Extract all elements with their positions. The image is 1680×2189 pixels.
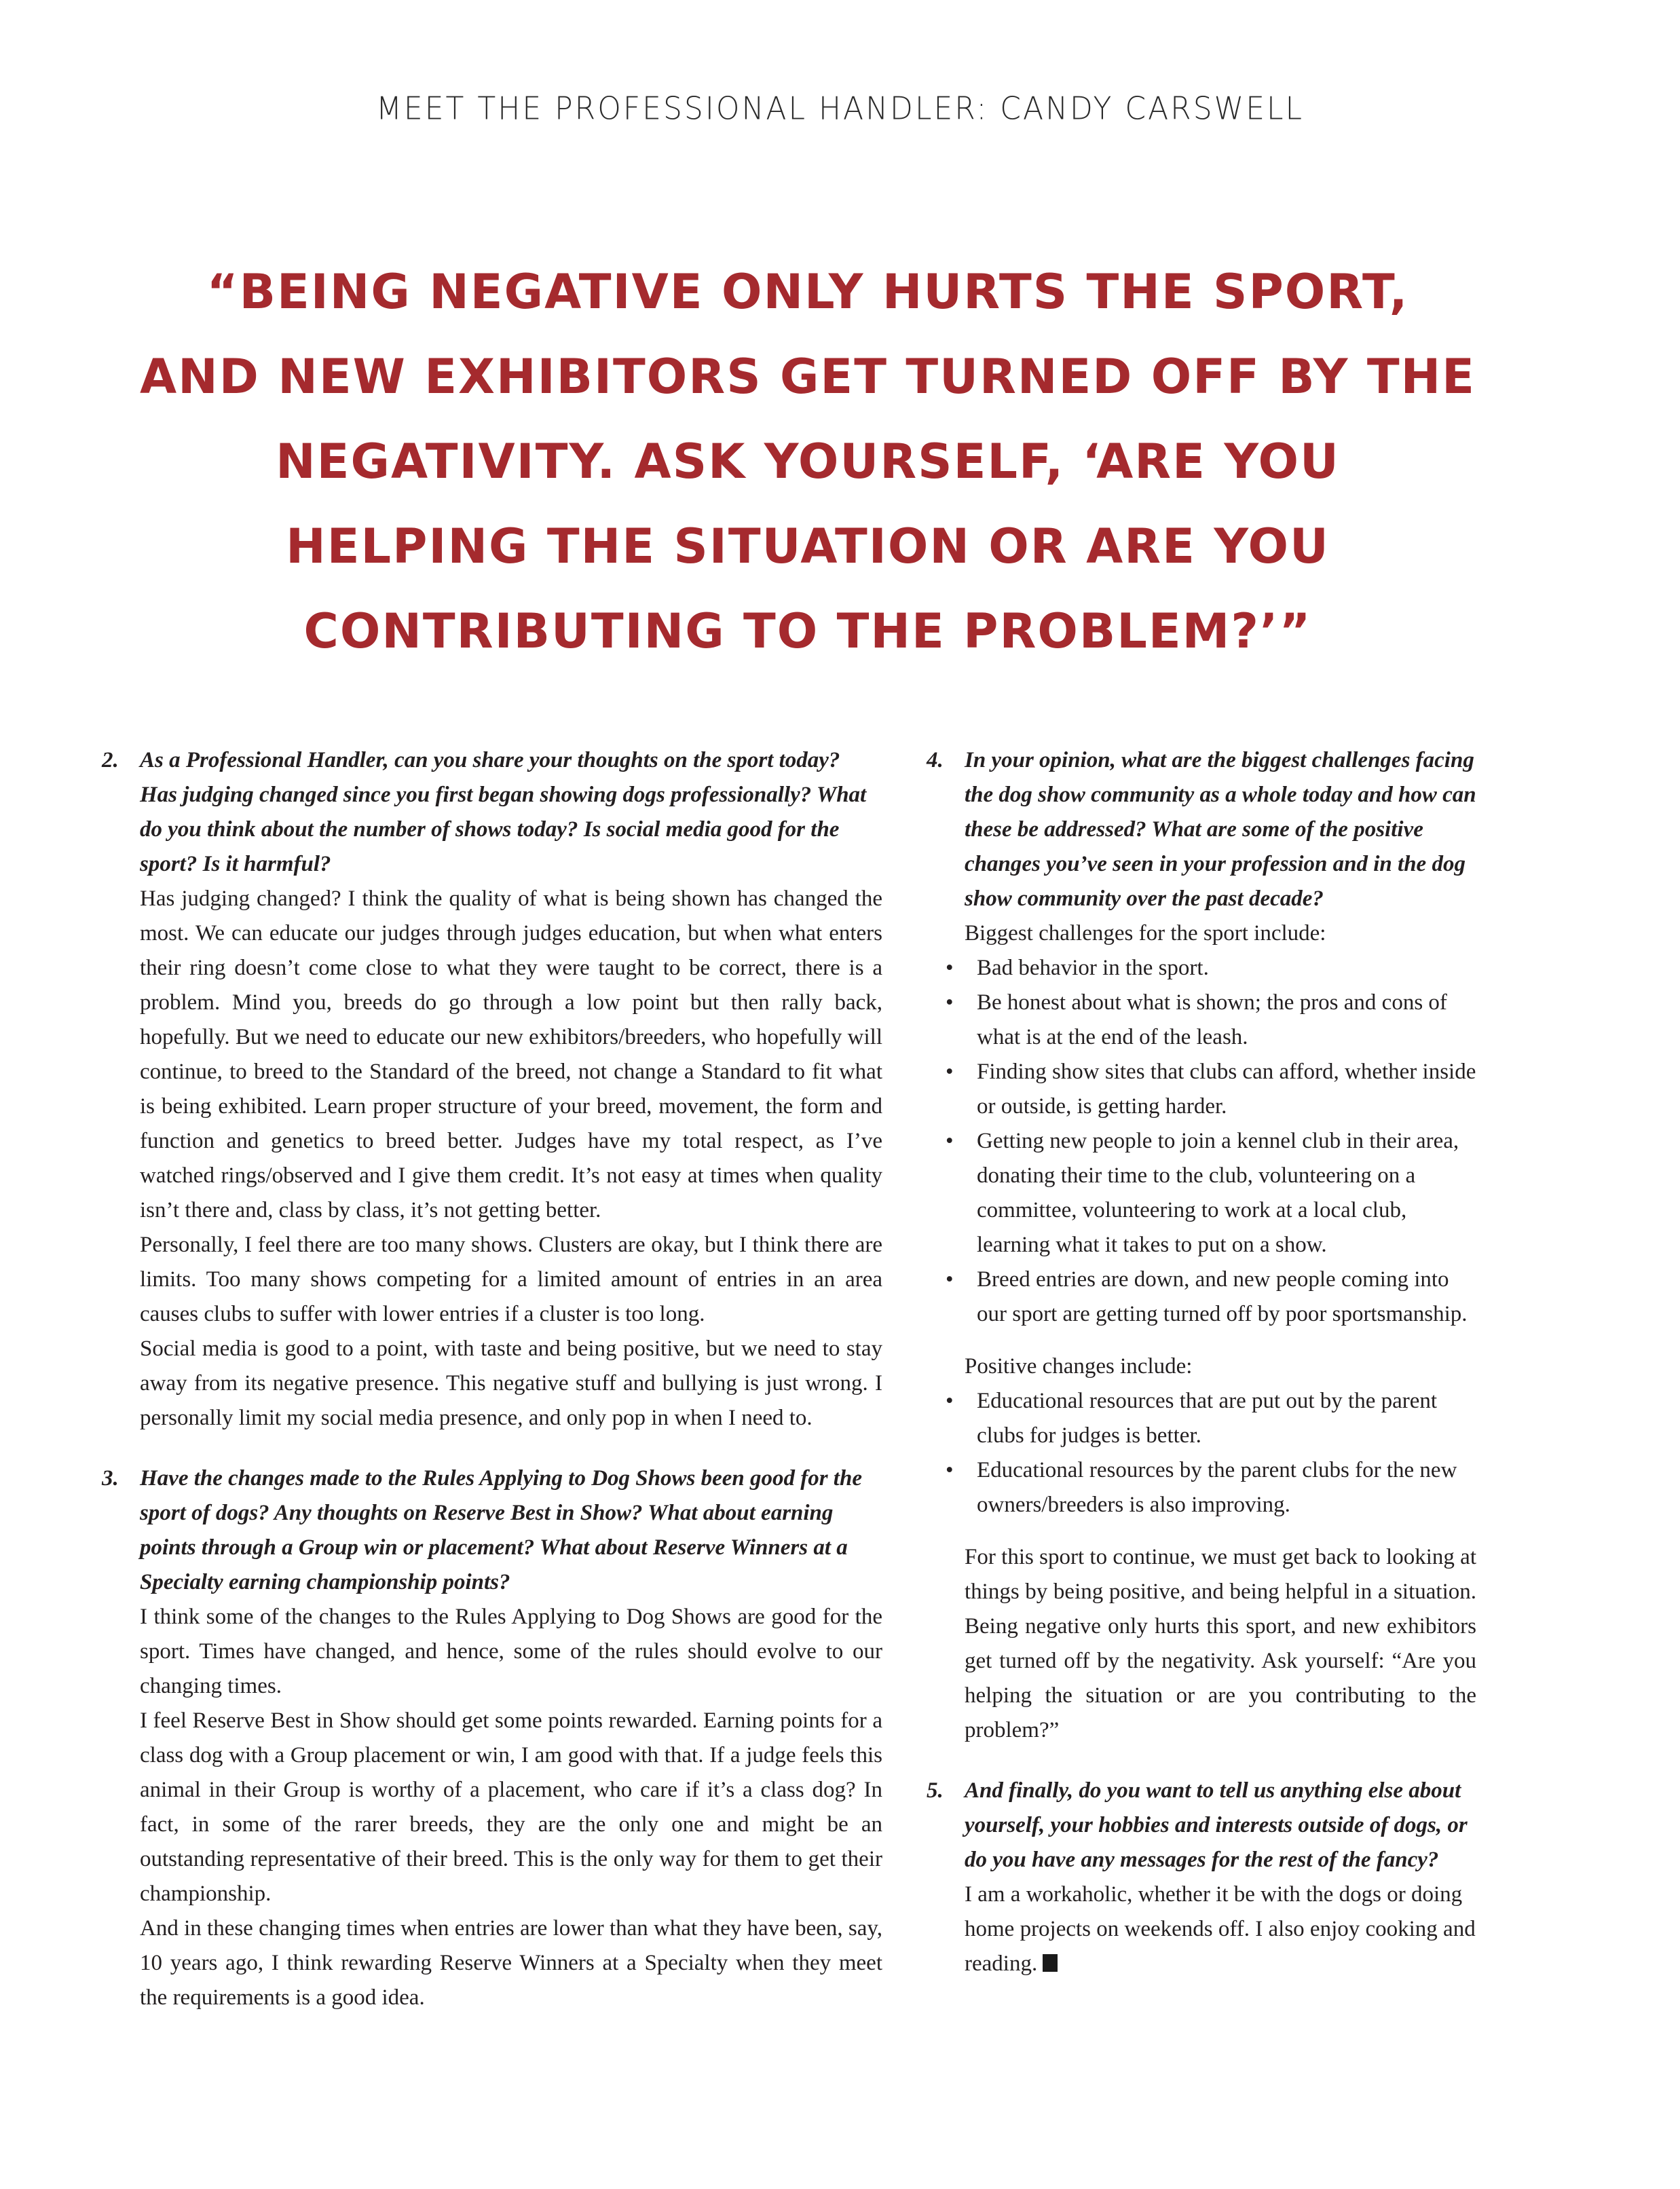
list-item: • Educational resources that are put out by the parent clubs for judges is better. xyxy=(927,1384,1476,1453)
answer-paragraph: I think some of the changes to the Rules Applying to Dog Shows are good for the sport. Times have changed, and hence, some of the rules should evolve to our changing times. xyxy=(140,1605,882,1698)
pull-quote-line: HELPING THE SITUATION OR ARE YOU xyxy=(286,519,1330,574)
list-item: • Educational resources by the parent clubs for the new owners/breeders is also improving. xyxy=(927,1453,1476,1522)
positives-intro-wrap xyxy=(927,1349,1476,1384)
question-4 xyxy=(927,743,1476,916)
pull-quote-line: CONTRIBUTING TO THE PROBLEM?’” xyxy=(303,603,1312,659)
left-column xyxy=(102,743,882,2041)
question-text: As a Professional Handler, can you share your thoughts on the sport today? Has judging changed since you first began showing dogs professionally? What do you think about the number of shows today? Is social media good for the sport? Is it harmful? xyxy=(140,748,867,876)
question-3 xyxy=(102,1461,882,1600)
list-item: • Finding show sites that clubs can afford, whether inside or outside, is getting harder. xyxy=(927,1055,1476,1124)
positives-intro: Positive changes include: xyxy=(965,1354,1193,1379)
answer-4 xyxy=(927,916,1476,951)
pull-quote-line: AND NEW EXHIBITORS GET TURNED OFF BY THE xyxy=(140,349,1476,405)
answer-3 xyxy=(102,1600,882,2015)
question-number: 2. xyxy=(102,748,119,772)
pull-quote xyxy=(102,250,1514,674)
answer-paragraph: Social media is good to a point, with taste and being positive, but we need to stay away from its negative presence. This negative stuff and bullying is just wrong. I personally limit my social media presence, and only pop in when I need to. xyxy=(140,1336,882,1430)
answer-2 xyxy=(102,882,882,1436)
list-item: • Bad behavior in the sport. xyxy=(927,951,1476,986)
bullet-icon: • xyxy=(946,1458,954,1482)
answer-paragraph: Has judging changed? I think the quality of what is being shown has changed the most. We can educate our judges through judges education, but when what enters their ring doesn’t come close to what they were taught to be correct, there is a problem. Mind you, breeds do go through a low point but then rally back, hopefully. But we need to educate our new exhibitors/breeders, who hopefully will continue, to breed to the Standard of the breed, not change a Standard to fit what is being exhibited. Learn proper structure of your breed, movement, the form and function and genetics to breed better. Judges have my total respect, as I’ve watched rings/observed and I give them credit. It’s not easy at times when quality isn’t there and, class by class, it’s not getting better. xyxy=(140,886,882,1222)
answer-paragraph: I am a workaholic, whether it be with the dogs or doing home projects on weekends off. I also enjoy cooking and reading. xyxy=(965,1882,1476,1976)
positives-list xyxy=(927,1384,1476,1522)
right-column xyxy=(927,743,1476,2007)
question-text: And finally, do you want to tell us anything else about yourself, your hobbies and interests outside of dogs, or do you have any messages for the rest of the fancy? xyxy=(965,1778,1468,1872)
bullet-icon: • xyxy=(946,1389,954,1413)
question-number: 4. xyxy=(927,748,944,772)
bullet-icon: • xyxy=(946,990,954,1015)
bullet-icon: • xyxy=(946,956,954,980)
question-2 xyxy=(102,743,882,882)
answer-5 xyxy=(927,1877,1476,1981)
challenges-list xyxy=(927,951,1476,1332)
challenges-intro: Biggest challenges for the sport include: xyxy=(965,921,1326,946)
question-number: 3. xyxy=(102,1466,119,1491)
list-item: • Getting new people to join a kennel club in their area, donating their time to the club, volunteering on a committee, volunteering to work at a local club, learning what it takes to put on a show. xyxy=(927,1124,1476,1262)
question-3-block xyxy=(102,1461,882,2015)
page-header: MEET THE PROFESSIONAL HANDLER: CANDY CARSWELL xyxy=(375,90,1305,128)
question-5 xyxy=(927,1774,1476,1877)
end-of-article-square-icon xyxy=(1043,1954,1058,1972)
list-item: • Be honest about what is shown; the pros and cons of what is at the end of the leash. xyxy=(927,986,1476,1055)
question-text: In your opinion, what are the biggest challenges facing the dog show community as a whole today and how can these be addressed? What are some of the positive changes you’ve seen in your profession and in the dog show community over the past decade? xyxy=(965,748,1476,911)
answer-paragraph: Personally, I feel there are too many shows. Clusters are okay, but I think there are limits. Too many shows competing for a limited amount of entries in an area causes clubs to suffer with lower entries if a cluster is too long. xyxy=(140,1233,882,1326)
pull-quote-line: “BEING NEGATIVE ONLY HURTS THE SPORT, xyxy=(206,264,1409,320)
pull-quote-line: NEGATIVITY. ASK YOURSELF, ‘ARE YOU xyxy=(276,434,1340,489)
bullet-icon: • xyxy=(946,1267,954,1292)
question-2-block xyxy=(102,743,882,1436)
answer-paragraph: I feel Reserve Best in Show should get some points rewarded. Earning points for a class dog with a Group placement or win, I am good with that. If a judge feels this animal in their Group is worthy of a placement, who care if it’s a class dog? In fact, in some of the rarer breeds, they are the only one and might be an outstanding representative of their breed. This is the only way for them to get their championship. xyxy=(140,1708,882,1906)
question-number: 5. xyxy=(927,1778,944,1803)
list-item: • Breed entries are down, and new people coming into our sport are getting turned off by poor sportsmanship. xyxy=(927,1262,1476,1332)
bullet-icon: • xyxy=(946,1060,954,1084)
question-5-block xyxy=(927,1774,1476,1981)
bullet-icon: • xyxy=(946,1129,954,1153)
question-4-block xyxy=(927,743,1476,1748)
question-text: Have the changes made to the Rules Applying to Dog Shows been good for the sport of dogs? Any thoughts on Reserve Best in Show? What about earning points through a Group win or placement? What about Reserve Winners at a Specialty earning championship points? xyxy=(140,1466,862,1594)
answer-paragraph: And in these changing times when entries are lower than what they have been, say, 10 years ago, I think rewarding Reserve Winners at a Specialty when they meet the requirements is a good idea. xyxy=(140,1916,882,2010)
closing-paragraph: For this sport to continue, we must get back to looking at things by being positive, and being helpful in a situation. Being negative only hurts this sport, and new exhibitors get turned off by the negativity. Ask yourself: “Are you helping the situation or are you contributing to the problem?” xyxy=(965,1545,1476,1742)
